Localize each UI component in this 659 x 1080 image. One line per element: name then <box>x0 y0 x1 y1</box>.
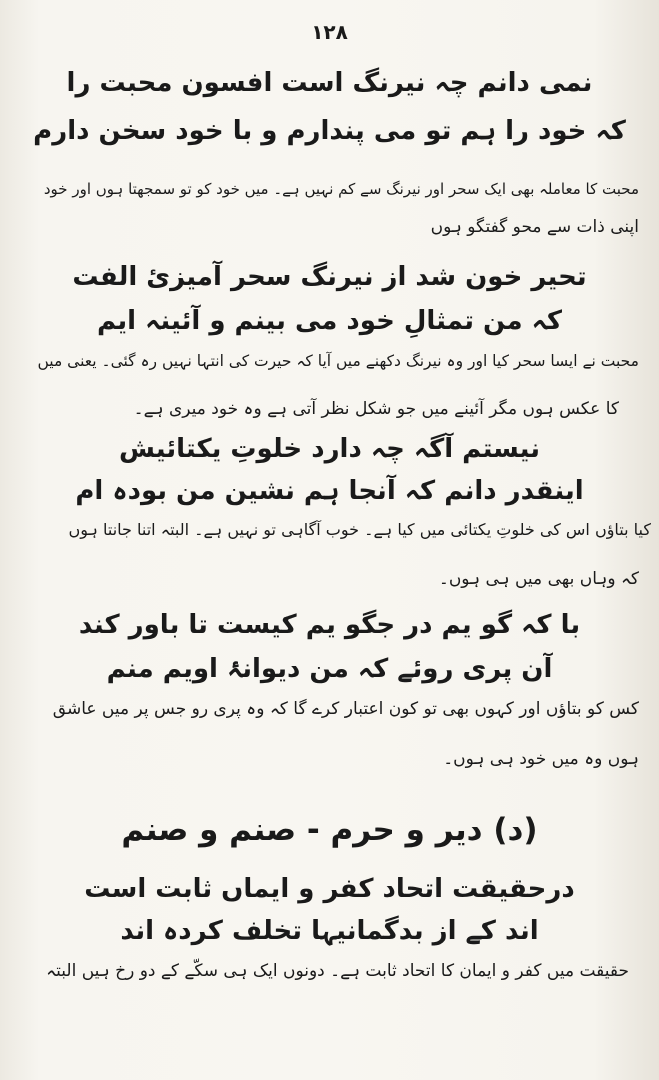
prose-line: حقیقت میں کفر و ایمان کا اتحاد ثابت ہے۔ دونوں ایک ہی سکّے کے دو رخ ہیں البتہ <box>46 961 629 981</box>
prose-line: کہ وہاں بھی میں ہی ہوں۔ <box>438 569 639 589</box>
verse-line: اینقدر دانم کہ آنجا ہم نشین من بودہ ام <box>75 476 584 506</box>
prose-line: محبت کا معاملہ بھی ایک سحر اور نیرنگ سے کم نہیں ہے۔ میں خود کو تو سمجھتا ہوں اور خود <box>43 180 639 198</box>
verse-line: کہ خود را ہم تو می پندارم و با خود سخن دارم <box>33 116 626 146</box>
verse-line: نیستم آگہ چہ دارد خلوتِ یکتائیش <box>118 434 541 464</box>
verse-line: با کہ گو یم در جگو یم کیست تا باور کند <box>78 610 581 640</box>
verse-line: آن پری روئے کہ من دیوانۂ اویم منم <box>106 654 553 684</box>
verse-line: نمی دانم چہ نیرنگ است افسون محبت را <box>66 68 593 98</box>
page-number: ۱۲۸ <box>311 20 348 44</box>
verse-line: تحیر خون شد از نیرنگ سحر آمیزئ الفت <box>72 262 587 292</box>
prose-line: محبت نے ایسا سحر کیا اور وہ نیرنگ دکھنے میں آیا کہ حیرت کی انتہا نہیں رہ گئی۔ یعنی میں <box>37 352 639 370</box>
section-heading: (د) دیر و حرم - صنم و صنم <box>121 812 538 848</box>
prose-line: کیا بتاؤں اس کی خلوتِ یکتائی میں کیا ہے۔ خوب آگاہی تو نہیں ہے۔ البتہ اتنا جانتا ہوں <box>68 520 651 539</box>
prose-line: کس کو بتاؤں اور کہوں بھی تو کون اعتبار کرے گا کہ وہ پری رو جس پر میں عاشق <box>52 699 639 719</box>
prose-line: اپنی ذات سے محو گفتگو ہوں <box>430 217 639 237</box>
verse-line: اند کے از بدگمانیہا تخلف کردہ اند <box>120 916 539 946</box>
prose-line: ہوں وہ میں خود ہی ہوں۔ <box>443 749 639 769</box>
prose-line: کا عکس ہوں مگر آئینے میں جو شکل نظر آتی ہے وہ خود میری ہے۔ <box>133 399 619 419</box>
verse-line: درحقیقت اتحاد کفر و ایماں ثابت است <box>84 874 575 904</box>
verse-line: کہ من تمثالِ خود می بینم و آئینہ ایم <box>97 306 562 336</box>
